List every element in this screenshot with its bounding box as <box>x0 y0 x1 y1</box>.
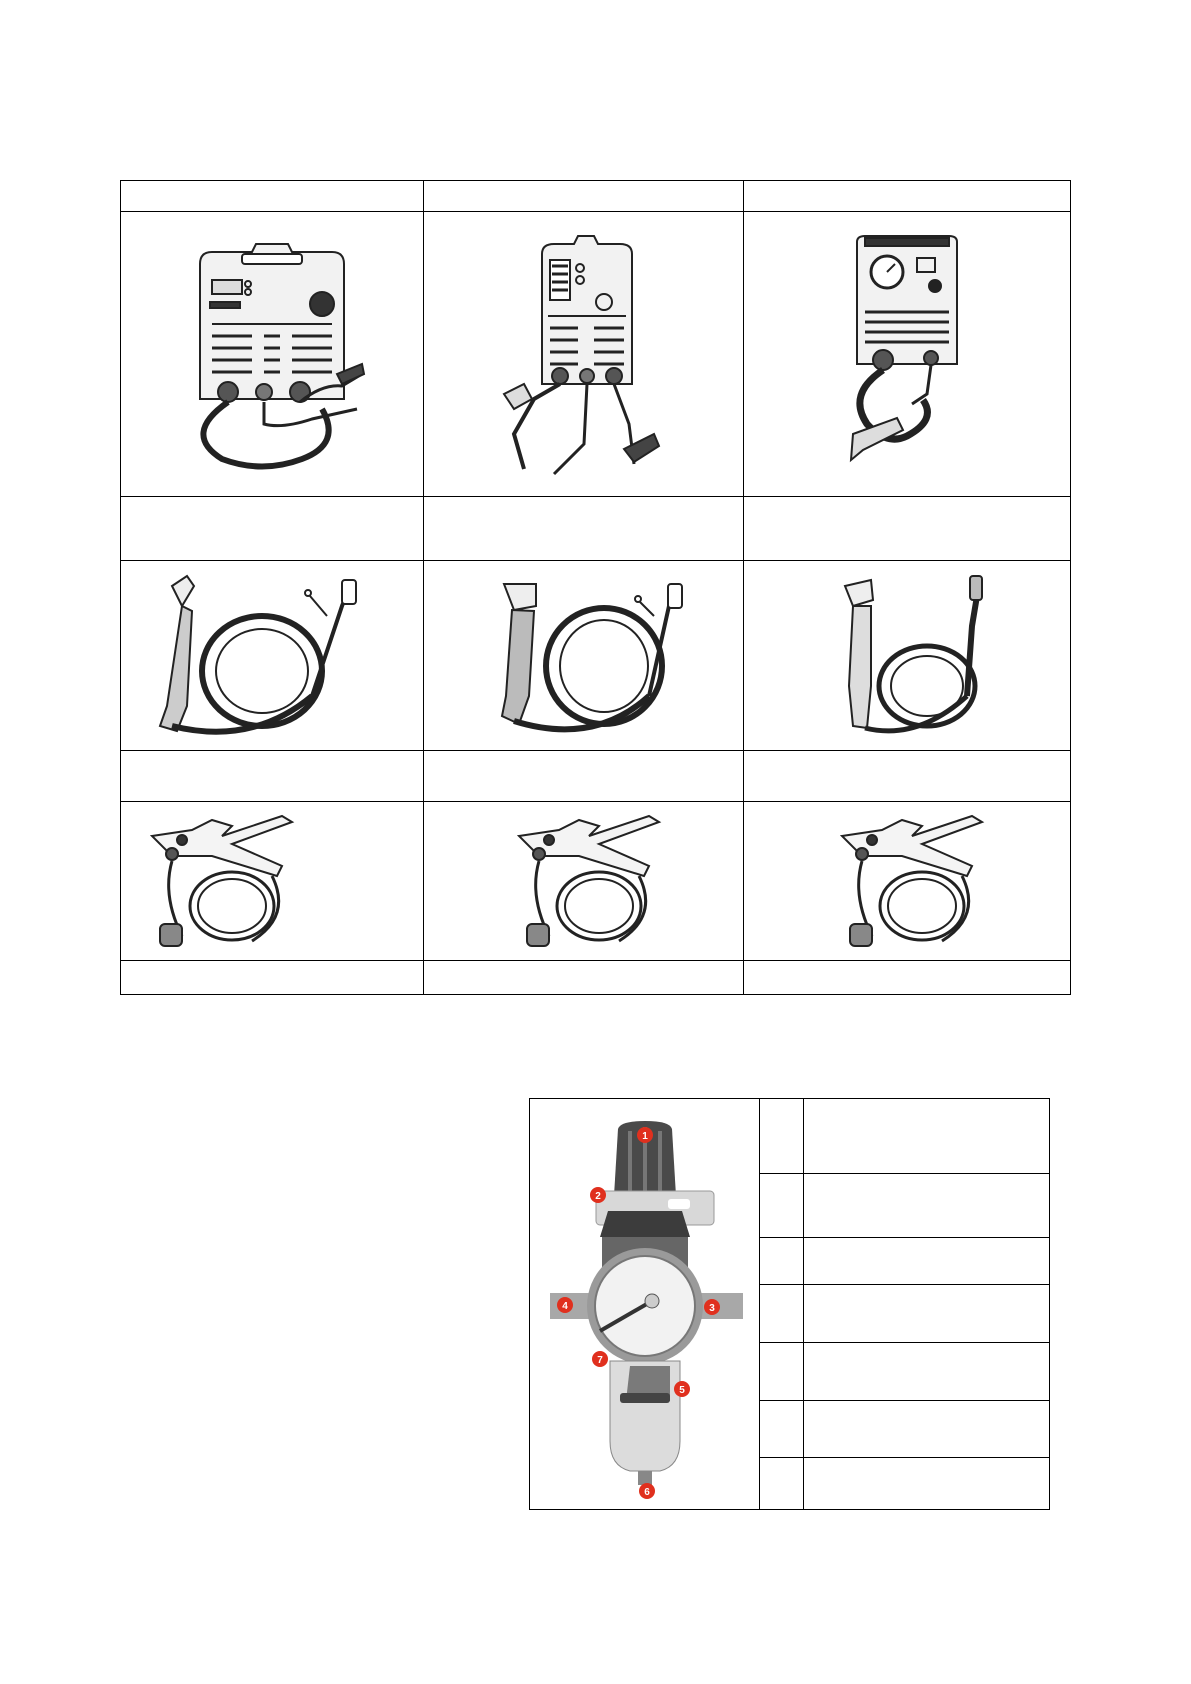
regulator-desc-cell <box>804 1238 1050 1285</box>
callout-6: 6 <box>643 1487 650 1498</box>
label-row <box>121 751 1071 802</box>
regulator-desc-cell <box>804 1458 1050 1510</box>
label-row <box>121 961 1071 995</box>
regulator-number-cell <box>760 1174 804 1238</box>
ground-clamp-2-illustration <box>444 806 724 956</box>
torch-row <box>121 561 1071 751</box>
header-cell <box>121 181 424 212</box>
callout-4: 4 <box>561 1301 568 1312</box>
machine-cell-2 <box>424 212 744 497</box>
torch-1-illustration <box>132 566 412 746</box>
label-cell <box>744 751 1071 802</box>
torch-cell-3 <box>744 561 1071 751</box>
callout-2: 2 <box>594 1191 601 1202</box>
label-cell <box>744 497 1071 561</box>
regulator-number-cell <box>760 1099 804 1174</box>
clamp-row <box>121 802 1071 961</box>
ground-clamp-1-illustration <box>132 806 412 956</box>
regulator-number-cell <box>760 1238 804 1285</box>
torch-cell-2 <box>424 561 744 751</box>
air-regulator-illustration <box>540 1111 750 1501</box>
regulator-number-cell <box>760 1285 804 1343</box>
callout-1: 1 <box>641 1131 648 1142</box>
machine-row <box>121 212 1071 497</box>
header-cell <box>744 181 1071 212</box>
torch-2-illustration <box>444 566 724 746</box>
cutter-machine-3-illustration <box>807 224 1007 484</box>
header-cell <box>424 181 744 212</box>
cutter-machine-1-illustration <box>172 224 372 484</box>
label-cell <box>121 751 424 802</box>
label-cell <box>744 961 1071 995</box>
machine-cell-1 <box>121 212 424 497</box>
equipment-table <box>120 180 1071 995</box>
label-cell <box>121 961 424 995</box>
label-cell <box>424 497 744 561</box>
torch-cell-1 <box>121 561 424 751</box>
machine-cell-3 <box>744 212 1071 497</box>
torch-3-illustration <box>767 566 1047 746</box>
regulator-number-cell <box>760 1458 804 1510</box>
regulator-image-cell <box>530 1099 760 1510</box>
cutter-machine-2-illustration <box>484 224 684 484</box>
clamp-cell-2 <box>424 802 744 961</box>
regulator-number-cell <box>760 1343 804 1401</box>
regulator-number-cell <box>760 1401 804 1458</box>
regulator-desc-cell <box>804 1343 1050 1401</box>
clamp-cell-3 <box>744 802 1071 961</box>
regulator-desc-cell <box>804 1174 1050 1238</box>
label-cell <box>121 497 424 561</box>
callout-3: 3 <box>708 1303 715 1314</box>
label-cell <box>424 961 744 995</box>
clamp-cell-1 <box>121 802 424 961</box>
label-row <box>121 497 1071 561</box>
header-row <box>121 181 1071 212</box>
regulator-table <box>529 1098 1050 1510</box>
ground-clamp-3-illustration <box>767 806 1047 956</box>
callout-7: 7 <box>596 1355 603 1366</box>
regulator-desc-cell <box>804 1401 1050 1458</box>
regulator-row <box>530 1099 1050 1174</box>
regulator-desc-cell <box>804 1099 1050 1174</box>
regulator-desc-cell <box>804 1285 1050 1343</box>
label-cell <box>424 751 744 802</box>
callout-5: 5 <box>678 1385 685 1396</box>
